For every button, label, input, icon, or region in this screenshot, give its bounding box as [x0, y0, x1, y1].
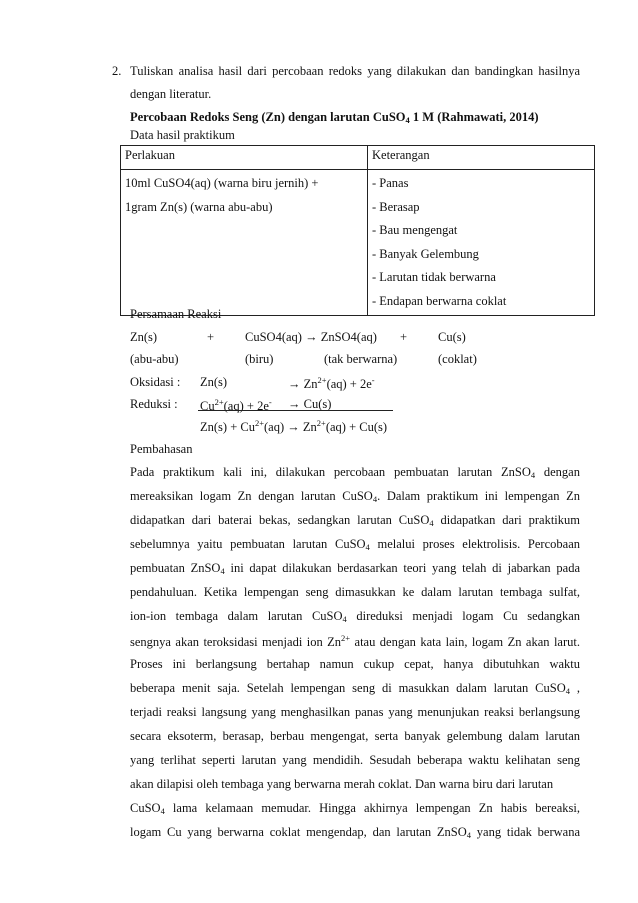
- eq-zn: Zn(s): [130, 330, 158, 344]
- eq-plus-2: +: [400, 330, 408, 344]
- observation-table: [120, 145, 595, 316]
- discussion-title: Pembahasan: [130, 442, 193, 456]
- eq-color-cuso4: (biru): [245, 352, 274, 366]
- paragraph-line: ion-ion tembaga dalam larutan CuSO$_4$ direduksi menjadi logam Cu sedangkan: [130, 609, 580, 624]
- table-header-row: [121, 146, 595, 170]
- paragraph-line: akan dilapisi oleh tembaga yang berwarna merah coklat. Dan warna biru dari larutan: [130, 777, 554, 791]
- paragraph-line: beberapa menit saja. Setelah lempengan seng di masukkan dalam larutan CuSO$_4$ ,: [130, 681, 580, 696]
- paragraph-line: sebelumnya yaitu pembuatan larutan CuSO$_4$ melalui proses elektrolisis. Percobaan: [130, 537, 580, 552]
- eq-reaction: CuSO4(aq) → ZnSO4(aq): [245, 330, 377, 344]
- observation-item: - Endapan berwarna coklat: [372, 293, 507, 308]
- eq-color-cu: (coklat): [438, 352, 477, 366]
- paragraph-line: yang terlihat seperti larutan yang mendidih. Sesudah beberapa waktu kelihatan seng: [130, 753, 580, 767]
- reduction-right: → Cu(s): [288, 397, 332, 411]
- reduction-left: $Cu^{2+}(aq) + 2e^-$: [200, 397, 272, 413]
- paragraph-line: pembuatan ZnSO$_4$ ini dapat dilakukan berdasarkan teori yang telah di jabarkan pada: [130, 561, 580, 576]
- table-row: [121, 170, 595, 316]
- question-line-2: dengan literatur.: [130, 87, 212, 101]
- equation-title: Persamaan Reaksi: [130, 307, 222, 321]
- observation-item: - Berasap: [372, 199, 420, 214]
- paragraph-line: secara eksoterm, berasap, berbau mengengat, serta banyak gelembung dalam larutan: [130, 729, 580, 743]
- paragraph-line: terjadi reaksi langsung yang menghasilkan panas yang menunjukan reaksi berlangsung: [130, 705, 580, 719]
- header-perlakuan: Perlakuan: [121, 146, 368, 170]
- oxidation-label: Oksidasi :: [130, 375, 181, 389]
- question-number: 2.: [112, 64, 122, 78]
- question-line-1: Tuliskan analisa hasil dari percobaan redoks yang dilakukan dan bandingkan hasilnya: [130, 64, 580, 78]
- experiment-title: Percobaan Redoks Seng (Zn) dengan larutan CuSO$_4$ 1 M (Rahmawati, 2014): [130, 110, 539, 125]
- paragraph-line: Pada praktikum kali ini, dilakukan percobaan pembuatan larutan ZnSO$_4$ dengan: [130, 465, 580, 480]
- header-keterangan: Keterangan: [368, 146, 595, 170]
- net-equation: $Zn(s) + Cu^{2+}(aq) \to Zn^{2+}(aq) + Cu(s)$: [200, 418, 388, 434]
- treatment-line: 1gram Zn(s) (warna abu-abu): [125, 199, 273, 214]
- observations-cell: [368, 170, 595, 316]
- eq-color-zn: (abu-abu): [130, 352, 179, 366]
- observation-item: - Panas: [372, 176, 409, 190]
- treatment-line: 10ml CuSO4(aq) (warna biru jernih) +: [125, 176, 319, 190]
- paragraph-line: Proses ini berlangsung bertahap namun cukup cepat, hanya dibutuhkan waktu: [130, 657, 580, 671]
- eq-plus-1: +: [207, 330, 215, 344]
- paragraph-line: didapatkan dari baterai bekas, sedangkan larutan CuSO$_4$ didapatkan dari praktikum: [130, 513, 580, 528]
- data-label: Data hasil praktikum: [130, 128, 235, 142]
- treatment-cell: [121, 170, 368, 316]
- eq-color-znso4: (tak berwarna): [324, 352, 398, 366]
- paragraph-line: pendahuluan. Ketika lempengan seng dimasukkan ke dalam larutan tembaga sulfat,: [130, 585, 580, 599]
- paragraph-line: sengnya akan teroksidasi menjadi ion $Zn^{2+}$ atau dengan kata lain, logam Zn akan larut.: [130, 633, 580, 649]
- observation-item: - Larutan tidak berwarna: [372, 270, 496, 284]
- paragraph-line: logam Cu yang berwarna coklat mengendap, dan larutan ZnSO$_4$ yang tidak berwana: [130, 825, 580, 840]
- paragraph-line: CuSO$_4$ lama kelamaan memudar. Hingga akhirnya lempengan Zn habis bereaksi,: [130, 801, 580, 816]
- reduction-label: Reduksi :: [130, 397, 178, 411]
- observation-item: - Bau mengengat: [372, 223, 458, 237]
- oxidation-right: → $Zn^{2+}(aq) + 2e^-$: [288, 375, 375, 391]
- paragraph-line: mereaksikan logam Zn dengan larutan CuSO$_4$. Dalam praktikum ini lempengan Zn: [130, 489, 580, 504]
- oxidation-left: Zn(s): [200, 375, 228, 389]
- eq-cu: Cu(s): [438, 330, 466, 344]
- observation-item: - Banyak Gelembung: [372, 246, 479, 261]
- equation-sum-rule: [198, 410, 393, 411]
